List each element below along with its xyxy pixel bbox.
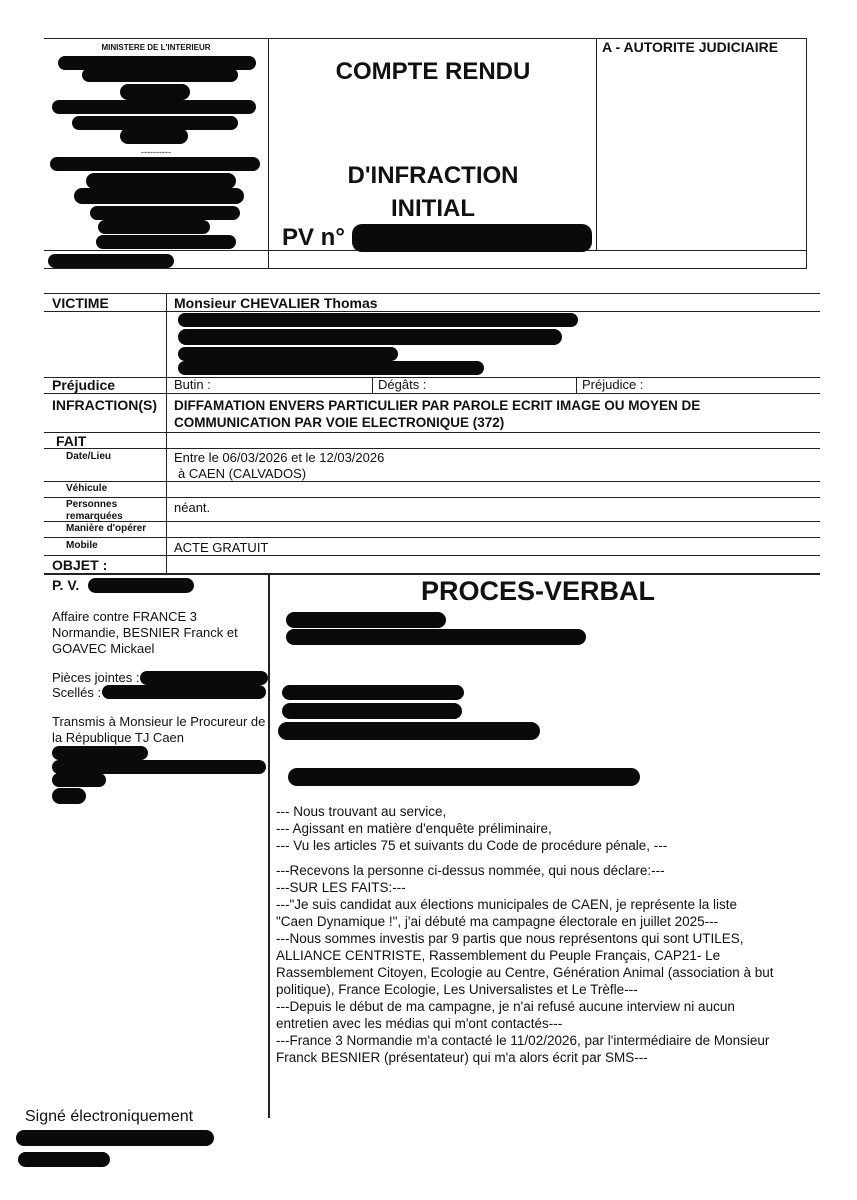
remarquees-label: remarquées bbox=[66, 511, 123, 522]
declaration-line: Rassemblement Citoyen, Ecologie au Centre, Génération Animal (association à but bbox=[276, 965, 774, 980]
redaction bbox=[178, 329, 562, 345]
declaration-block bbox=[276, 862, 774, 1066]
header-divider-right bbox=[596, 38, 597, 251]
declaration-line: ---SUR LES FAITS:--- bbox=[276, 880, 406, 895]
preamble-line: --- Vu les articles 75 et suivants du Code de procédure pénale, --- bbox=[276, 838, 668, 853]
declaration-line: politique), France Ecologie, Les Universalistes et Le Trèfle--- bbox=[276, 982, 638, 997]
fait-label: FAIT bbox=[56, 433, 87, 449]
redaction bbox=[178, 313, 578, 327]
personnes-label: Personnes bbox=[66, 499, 118, 510]
declaration-line: ---Nous sommes investis par 9 partis que nous représentons qui sont UTILES, bbox=[276, 931, 744, 946]
scelles-label: Scellés : bbox=[52, 685, 102, 700]
affaire-line2: Normandie, BESNIER Franck et bbox=[52, 625, 238, 640]
date-lieu-label: Date/Lieu bbox=[66, 451, 112, 462]
signed-label: Signé électroniquement bbox=[25, 1108, 194, 1125]
declaration-line: "Caen Dynamique !", j'ai débuté ma campagne électorale en juillet 2025--- bbox=[276, 914, 719, 929]
column-divider bbox=[268, 575, 270, 1118]
prejudice-label: Préjudice bbox=[52, 377, 116, 393]
preamble-line: --- Agissant en matière d'enquête préliminaire, bbox=[276, 821, 552, 836]
redaction bbox=[18, 1152, 110, 1167]
table-bottom-border bbox=[44, 573, 820, 575]
table-line bbox=[44, 497, 820, 498]
mobile-label: Mobile bbox=[66, 540, 98, 551]
declaration-line: ---Depuis le début de ma campagne, je n'ai refusé aucune interview ni aucun bbox=[276, 999, 735, 1014]
table-column-divider bbox=[166, 293, 167, 574]
prejudice-divider bbox=[372, 377, 373, 393]
redaction bbox=[90, 206, 240, 220]
table-line bbox=[44, 481, 820, 482]
redaction bbox=[102, 685, 266, 699]
redaction bbox=[96, 235, 236, 249]
maniere-label: Manière d'opérer bbox=[66, 523, 147, 534]
table-line bbox=[44, 448, 820, 449]
title-initial: INITIAL bbox=[391, 195, 475, 222]
personnes-value: néant. bbox=[174, 500, 211, 515]
redaction bbox=[52, 773, 106, 787]
redaction bbox=[278, 722, 540, 740]
table-line bbox=[44, 432, 820, 433]
prejudice-field-label: Préjudice : bbox=[582, 377, 644, 392]
table-line bbox=[44, 311, 820, 312]
redaction bbox=[286, 629, 586, 645]
affaire-line3: GOAVEC Mickael bbox=[52, 641, 155, 656]
declaration-line: ---"Je suis candidat aux élections municipales de CAEN, je représente la liste bbox=[276, 897, 738, 912]
redaction bbox=[288, 768, 640, 786]
declaration-line: ALLIANCE CENTRISTE, Rassemblement du Peuple Français, CAP21- Le bbox=[276, 948, 721, 963]
declaration-line: ---France 3 Normandie m'a contacté le 11/02/2026, par l'intermédiaire de Monsieur bbox=[276, 1033, 770, 1048]
header-bottom-border bbox=[44, 268, 807, 269]
pv-number-label: PV n° bbox=[282, 224, 345, 251]
victim-label: VICTIME bbox=[52, 295, 109, 311]
affaire-line1: Affaire contre FRANCE 3 bbox=[52, 609, 197, 624]
authority-label: A - AUTORITE JUDICIAIRE bbox=[602, 39, 779, 55]
infraction-line2: COMMUNICATION PAR VOIE ELECTRONIQUE (372) bbox=[174, 415, 505, 430]
redaction bbox=[282, 685, 464, 700]
redaction bbox=[52, 100, 256, 114]
redaction bbox=[120, 84, 190, 100]
redaction bbox=[286, 612, 446, 628]
date-value: Entre le 06/03/2026 et le 12/03/2026 bbox=[174, 450, 385, 465]
preamble-line: --- Nous trouvant au service, bbox=[276, 804, 447, 819]
pieces-jointes-label: Pièces jointes : bbox=[52, 670, 140, 685]
redaction bbox=[52, 788, 86, 804]
table-line bbox=[44, 555, 820, 556]
table-line bbox=[44, 537, 820, 538]
lieu-value: à CAEN (CALVADOS) bbox=[178, 466, 307, 481]
table-line bbox=[44, 393, 820, 394]
redaction bbox=[178, 361, 484, 375]
redaction bbox=[50, 157, 260, 171]
vehicule-label: Véhicule bbox=[66, 483, 108, 494]
butin-label: Butin : bbox=[174, 377, 211, 392]
redaction bbox=[178, 347, 398, 361]
redaction bbox=[48, 254, 174, 268]
objet-label: OBJET : bbox=[52, 557, 108, 573]
preamble-block bbox=[276, 803, 667, 854]
redaction-pv-number bbox=[352, 224, 592, 252]
redaction bbox=[98, 220, 210, 234]
header-divider-left bbox=[268, 38, 269, 269]
redaction bbox=[52, 746, 148, 760]
redaction bbox=[282, 703, 462, 719]
infraction-label: INFRACTION(S) bbox=[52, 397, 157, 413]
declaration-line: Franck BESNIER (présentateur) qui m'a alors écrit par SMS--- bbox=[276, 1050, 648, 1065]
redaction bbox=[52, 760, 266, 774]
redaction bbox=[82, 68, 238, 82]
declaration-line: entretien avec les médias qui m'ont contactés--- bbox=[276, 1016, 563, 1031]
victim-name: Monsieur CHEVALIER Thomas bbox=[174, 295, 378, 311]
redaction bbox=[16, 1130, 214, 1146]
redaction bbox=[120, 128, 188, 144]
ministry-label: MINISTERE DE L'INTERIEUR bbox=[101, 43, 211, 52]
prejudice-divider bbox=[576, 377, 577, 393]
ministry-separator: ---------- bbox=[141, 147, 171, 157]
table-top-border bbox=[44, 293, 820, 294]
pv-label: P. V. bbox=[52, 577, 80, 593]
table-line bbox=[44, 521, 820, 522]
redaction bbox=[140, 671, 268, 685]
redaction bbox=[86, 173, 236, 189]
title-infraction: D'INFRACTION bbox=[347, 162, 519, 189]
transmis-line1: Transmis à Monsieur le Procureur de bbox=[52, 714, 266, 729]
redaction bbox=[74, 188, 244, 204]
redaction bbox=[88, 578, 194, 593]
infraction-line1: DIFFAMATION ENVERS PARTICULIER PAR PAROLE ECRIT IMAGE OU MOYEN DE bbox=[174, 398, 701, 413]
degats-label: Dégâts : bbox=[378, 377, 427, 392]
transmis-line2: la République TJ Caen bbox=[52, 730, 185, 745]
header-right-border bbox=[806, 38, 807, 269]
proces-verbal-title: PROCES-VERBAL bbox=[420, 576, 656, 606]
title-compte-rendu: COMPTE RENDU bbox=[335, 58, 531, 85]
table-line bbox=[44, 377, 820, 378]
declaration-line: ---Recevons la personne ci-dessus nommée, qui nous déclare:--- bbox=[276, 863, 665, 878]
mobile-value: ACTE GRATUIT bbox=[174, 540, 269, 555]
